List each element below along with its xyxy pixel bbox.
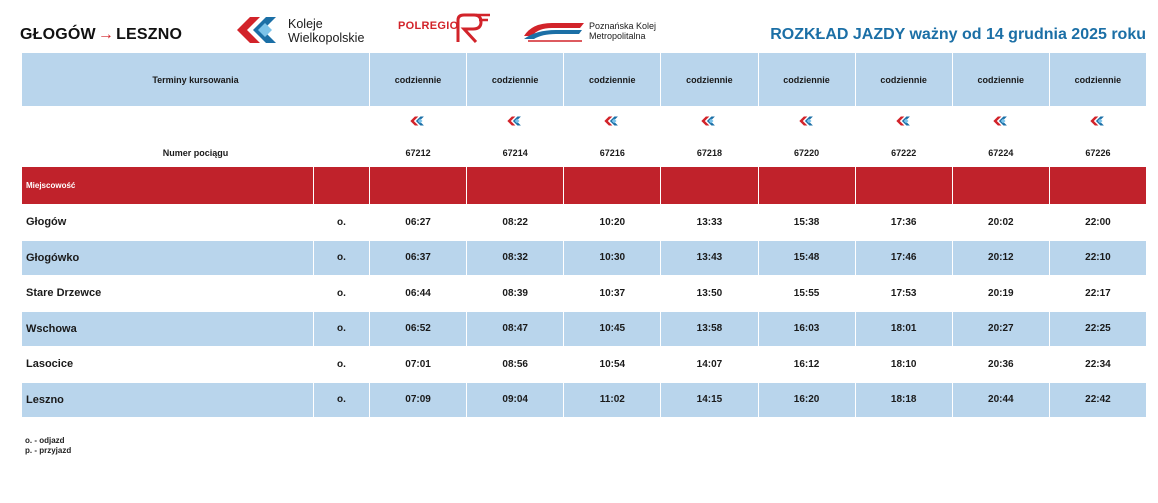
terminy-cell: codziennie (855, 53, 952, 107)
page-header (0, 0, 1158, 52)
polregio-logo-text: POLREGIO (398, 20, 459, 32)
miejscowosc-train-cell (758, 167, 855, 205)
miejscowosc-type-cell (314, 167, 370, 205)
carrier-icons-row (22, 107, 1147, 139)
terminy-cell: codziennie (1049, 53, 1146, 107)
kw-carrier-icon (701, 116, 717, 126)
departure-time: 18:18 (855, 382, 952, 418)
departure-time: 10:37 (564, 276, 661, 312)
carrier-icons-label-cell (22, 107, 370, 139)
departure-time: 08:22 (467, 205, 564, 241)
departure-time: 18:10 (855, 347, 952, 383)
carrier-cell (952, 107, 1049, 139)
departure-time: 20:12 (952, 240, 1049, 276)
departure-time: 11:02 (564, 382, 661, 418)
carrier-cell (661, 107, 758, 139)
departure-time: 06:44 (370, 276, 467, 312)
terminy-cell: codziennie (661, 53, 758, 107)
miejscowosc-train-cell (952, 167, 1049, 205)
station-row (22, 347, 1147, 383)
pkm-logo-line1: Poznańska Kolej (589, 21, 657, 31)
station-name: Głogówko (22, 240, 314, 276)
kw-carrier-icon (896, 116, 912, 126)
departure-time: 17:36 (855, 205, 952, 241)
departure-time: 22:34 (1049, 347, 1146, 383)
departure-time: 15:38 (758, 205, 855, 241)
departure-time: 18:01 (855, 311, 952, 347)
departure-time: 17:46 (855, 240, 952, 276)
polregio-logo (398, 12, 498, 44)
carrier-cell (1049, 107, 1146, 139)
kw-carrier-icon (1090, 116, 1106, 126)
departure-time: 22:25 (1049, 311, 1146, 347)
departure-time: 10:54 (564, 347, 661, 383)
station-name: Stare Drzewce (22, 276, 314, 312)
station-name: Leszno (22, 382, 314, 418)
departure-time: 13:58 (661, 311, 758, 347)
miejscowosc-train-cell (661, 167, 758, 205)
departure-time: 15:48 (758, 240, 855, 276)
legend-przyjazd: p. - przyjazd (25, 446, 72, 455)
page-title: ROZKŁAD JAZDY ważny od 14 grudnia 2025 roku (770, 26, 1146, 43)
departure-time: 16:20 (758, 382, 855, 418)
carrier-cell (564, 107, 661, 139)
departure-time: 06:37 (370, 240, 467, 276)
pkm-logo (522, 20, 662, 44)
departure-time: 20:02 (952, 205, 1049, 241)
terminy-cell: codziennie (952, 53, 1049, 107)
kw-carrier-icon (410, 116, 426, 126)
station-type: o. (314, 205, 370, 241)
departure-time: 20:44 (952, 382, 1049, 418)
terminy-cell: codziennie (758, 53, 855, 107)
departure-time: 20:36 (952, 347, 1049, 383)
departure-time: 22:10 (1049, 240, 1146, 276)
terminy-cell: codziennie (467, 53, 564, 107)
station-row (22, 382, 1147, 418)
train-number-cell: 67216 (564, 139, 661, 167)
departure-time: 08:47 (467, 311, 564, 347)
train-number-row (22, 139, 1147, 167)
kw-logo-line1: Koleje (288, 17, 323, 31)
pkm-logo-line2: Metropolitalna (589, 31, 646, 41)
departure-time: 09:04 (467, 382, 564, 418)
departure-time: 16:12 (758, 347, 855, 383)
station-name: Głogów (22, 205, 314, 241)
train-number-cell: 67224 (952, 139, 1049, 167)
miejscowosc-train-cell (370, 167, 467, 205)
departure-time: 22:17 (1049, 276, 1146, 312)
departure-time: 07:01 (370, 347, 467, 383)
kw-carrier-icon (604, 116, 620, 126)
departure-time: 16:03 (758, 311, 855, 347)
departure-time: 08:39 (467, 276, 564, 312)
pkm-logo-icon (522, 20, 586, 42)
station-type: o. (314, 382, 370, 418)
departure-time: 20:19 (952, 276, 1049, 312)
train-number-cell: 67220 (758, 139, 855, 167)
carrier-cell (370, 107, 467, 139)
train-number-cell: 67218 (661, 139, 758, 167)
miejscowosc-train-cell (564, 167, 661, 205)
miejscowosc-train-cell (855, 167, 952, 205)
carrier-cell (467, 107, 564, 139)
station-row (22, 311, 1147, 347)
miejscowosc-header-row (22, 167, 1147, 205)
timetable (21, 52, 1147, 418)
legend-odjazd: o. - odjazd (25, 436, 65, 445)
carrier-cell (758, 107, 855, 139)
terminy-label: Terminy kursowania (22, 53, 370, 107)
kw-carrier-icon (993, 116, 1009, 126)
departure-time: 15:55 (758, 276, 855, 312)
train-number-cell: 67226 (1049, 139, 1146, 167)
train-number-label: Numer pociągu (22, 139, 370, 167)
departure-time: 10:30 (564, 240, 661, 276)
kw-logo-icon (236, 17, 282, 43)
carrier-cell (855, 107, 952, 139)
train-number-cell: 67212 (370, 139, 467, 167)
polregio-logo-icon (446, 12, 492, 44)
train-number-cell: 67222 (855, 139, 952, 167)
station-type: o. (314, 240, 370, 276)
kw-carrier-icon (507, 116, 523, 126)
station-row (22, 276, 1147, 312)
departure-time: 22:00 (1049, 205, 1146, 241)
station-type: o. (314, 276, 370, 312)
miejscowosc-label: Miejscowość (22, 167, 314, 205)
departure-time: 13:43 (661, 240, 758, 276)
route-arrow-icon: → (97, 26, 115, 43)
departure-time: 06:52 (370, 311, 467, 347)
route-to: LESZNO (116, 26, 183, 43)
departure-time: 20:27 (952, 311, 1049, 347)
station-row (22, 240, 1147, 276)
terminy-cell: codziennie (564, 53, 661, 107)
departure-time: 06:27 (370, 205, 467, 241)
legend (25, 436, 71, 456)
station-type: o. (314, 311, 370, 347)
terminy-cell: codziennie (370, 53, 467, 107)
route-from: GŁOGÓW (20, 26, 96, 43)
departure-time: 07:09 (370, 382, 467, 418)
departure-time: 10:45 (564, 311, 661, 347)
departure-time: 08:32 (467, 240, 564, 276)
departure-time: 14:07 (661, 347, 758, 383)
station-name: Lasocice (22, 347, 314, 383)
departure-time: 22:42 (1049, 382, 1146, 418)
terminy-row (22, 53, 1147, 107)
departure-time: 14:15 (661, 382, 758, 418)
train-number-cell: 67214 (467, 139, 564, 167)
departure-time: 13:50 (661, 276, 758, 312)
departure-time: 13:33 (661, 205, 758, 241)
kw-carrier-icon (799, 116, 815, 126)
miejscowosc-train-cell (1049, 167, 1146, 205)
departure-time: 17:53 (855, 276, 952, 312)
koleje-wielkopolskie-logo (236, 15, 376, 47)
route-title (20, 26, 182, 44)
station-row (22, 205, 1147, 241)
departure-time: 08:56 (467, 347, 564, 383)
station-type: o. (314, 347, 370, 383)
miejscowosc-train-cell (467, 167, 564, 205)
kw-logo-line2: Wielkopolskie (288, 31, 365, 45)
station-name: Wschowa (22, 311, 314, 347)
departure-time: 10:20 (564, 205, 661, 241)
